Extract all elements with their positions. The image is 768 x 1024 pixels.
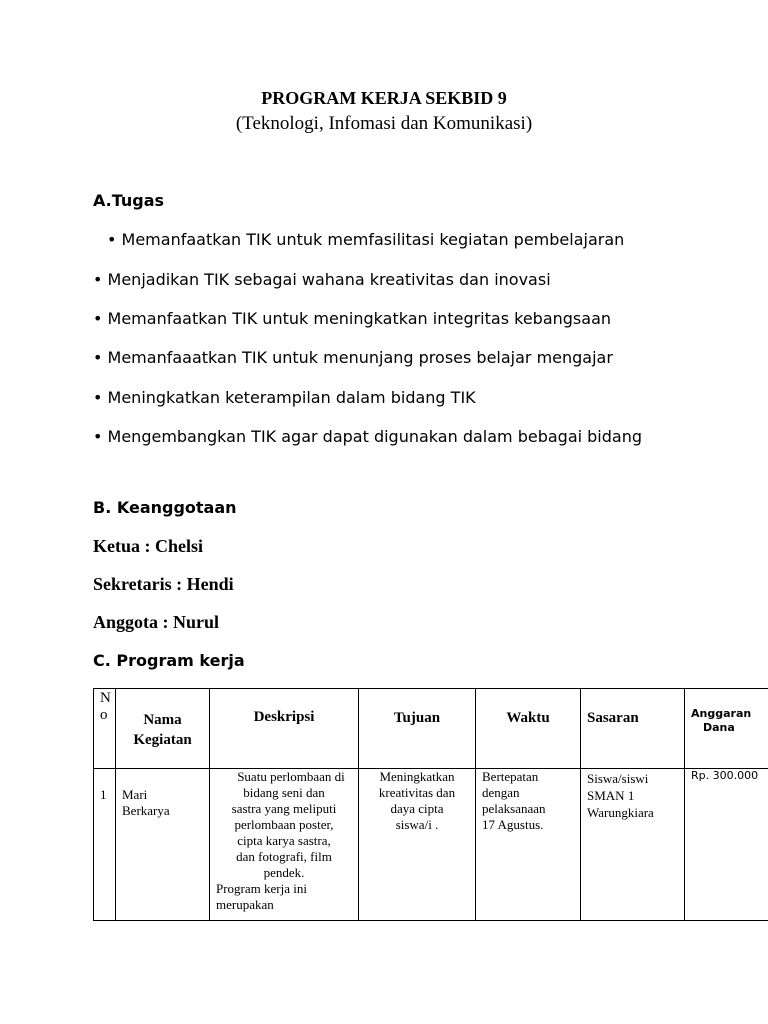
cell-deskripsi-line: cipta karya sastra,: [237, 833, 331, 848]
cell-tujuan-line: siswa/i .: [395, 817, 439, 832]
cell-sasaran-line: Siswa/siswi: [587, 771, 649, 786]
cell-no: [94, 769, 116, 921]
header-tujuan: [359, 689, 476, 769]
cell-waktu-line: Bertepatan: [482, 769, 539, 784]
header-sasaran-label: Sasaran: [587, 710, 639, 726]
cell-deskripsi-line: pendek.: [263, 865, 305, 880]
cell-tujuan: [359, 769, 476, 921]
cell-sasaran-line: SMAN 1: [587, 788, 635, 803]
header-anggaran-line: Dana: [703, 721, 735, 734]
task-item: • Meningkatkan keterampilan dalam bidang TIK: [93, 388, 476, 407]
header-nama-line: Kegiatan: [133, 732, 192, 748]
header-tujuan-label: Tujuan: [393, 710, 441, 726]
table-header-row: [94, 689, 768, 769]
cell-waktu: [476, 769, 581, 921]
cell-nama-line: Berkarya: [122, 803, 170, 818]
cell-anggaran-value: Rp. 300.000: [691, 769, 759, 782]
header-nama-kegiatan: [116, 689, 210, 769]
member-sekretaris: Sekretaris : Hendi: [93, 574, 234, 594]
cell-waktu-line: dengan: [482, 785, 520, 800]
cell-deskripsi-line: sastra yang meliputi: [231, 801, 337, 816]
cell-deskripsi-line: bidang seni dan: [243, 785, 325, 800]
task-item: • Mengembangkan TIK agar dapat digunakan dalam bebagai bidang: [93, 427, 643, 446]
document-title: PROGRAM KERJA SEKBID 9: [261, 88, 507, 108]
cell-nama-kegiatan: [116, 769, 210, 921]
task-item: • Menjadikan TIK sebagai wahana kreativitas dan inovasi: [93, 270, 551, 289]
header-no: [94, 689, 116, 769]
header-anggaran-dana: [685, 689, 768, 769]
program-table: [93, 688, 768, 921]
section-b-heading: B. Keanggotaan: [93, 498, 237, 517]
header-sasaran: [581, 689, 685, 769]
task-item: • Memanfaatkan TIK untuk memfasilitasi kegiatan pembelajaran: [107, 230, 625, 249]
cell-sasaran: [581, 769, 685, 921]
task-item: • Memanfaatkan TIK untuk meningkatkan integritas kebangsaan: [93, 309, 612, 328]
cell-nama-line: Mari: [122, 787, 148, 802]
cell-deskripsi-line: merupakan: [216, 897, 274, 912]
header-deskripsi-label: Deskripsi: [253, 709, 315, 725]
header-no-line: o: [100, 707, 108, 723]
header-waktu-label: Waktu: [506, 710, 550, 726]
cell-tujuan-line: daya cipta: [390, 801, 444, 816]
section-a-heading: A.Tugas: [93, 191, 165, 210]
table-row: [94, 769, 768, 921]
cell-no-value: 1: [100, 787, 107, 802]
cell-deskripsi-line: perlombaan poster,: [234, 817, 334, 832]
cell-sasaran-line: Warungkiara: [587, 805, 654, 820]
member-anggota: Anggota : Nurul: [93, 612, 220, 632]
header-anggaran-line: Anggaran: [691, 707, 752, 720]
task-item: • Memanfaaatkan TIK untuk menunjang proses belajar mengajar: [93, 348, 613, 367]
section-c-heading: C. Program kerja: [93, 651, 245, 670]
header-nama-line: Nama: [143, 712, 182, 728]
cell-waktu-line: pelaksanaan: [482, 801, 546, 816]
header-waktu: [476, 689, 581, 769]
document-subtitle: (Teknologi, Infomasi dan Komunikasi): [235, 113, 533, 134]
member-ketua: Ketua : Chelsi: [93, 536, 203, 556]
cell-deskripsi-line: dan fotografi, film: [236, 849, 332, 864]
header-no-line: N: [100, 690, 111, 706]
cell-tujuan-line: Meningkatkan: [379, 769, 455, 784]
cell-deskripsi-line: Suatu perlombaan di: [237, 769, 345, 784]
cell-tujuan-line: kreativitas dan: [378, 785, 456, 800]
cell-waktu-line: 17 Agustus.: [482, 817, 544, 832]
cell-deskripsi: [210, 769, 359, 921]
header-deskripsi: [210, 689, 359, 769]
cell-anggaran: [685, 769, 768, 921]
cell-deskripsi-line: Program kerja ini: [216, 881, 307, 896]
